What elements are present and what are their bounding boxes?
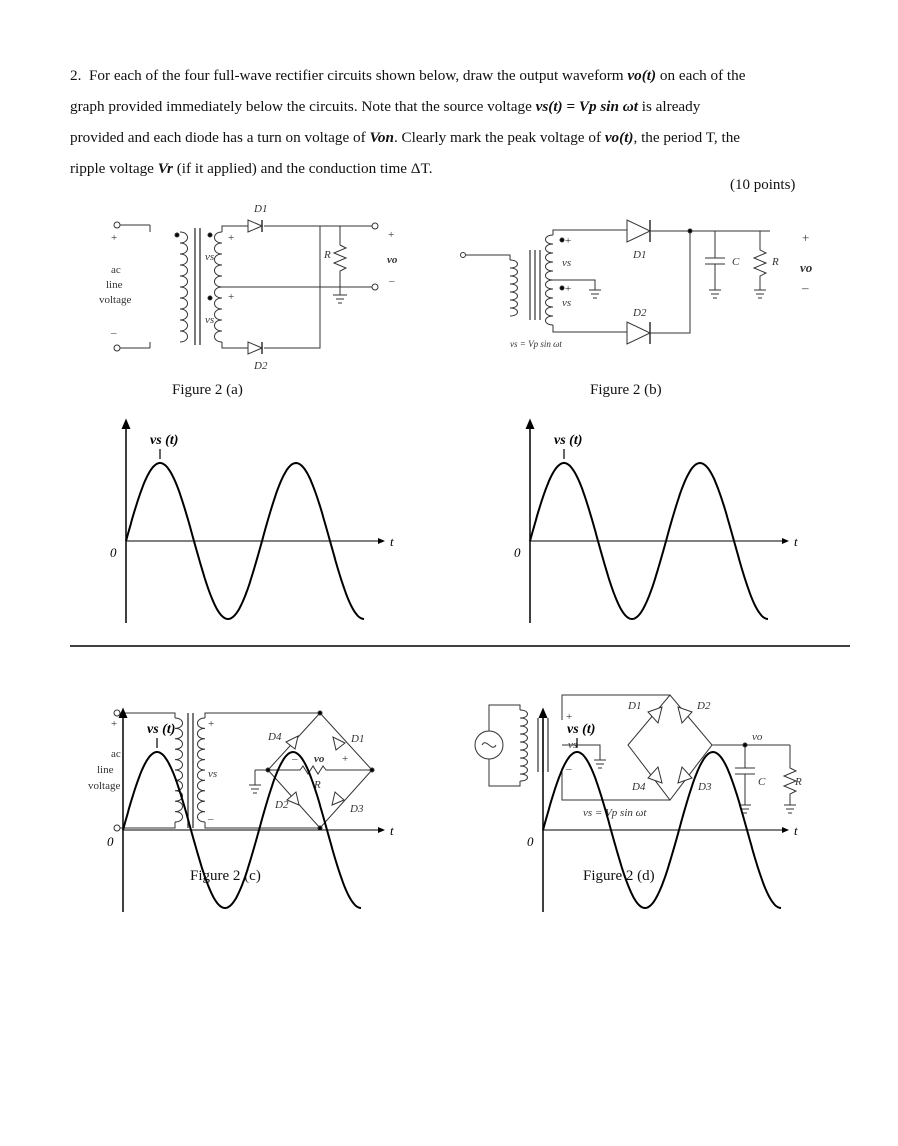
label-D2-a: D2 xyxy=(254,360,268,372)
terminal-a-top xyxy=(114,222,120,228)
q-line4-b: (if it applied) and the conduction time ΔT. xyxy=(176,160,433,177)
resistor-R-b xyxy=(754,231,766,298)
label-vs-eq-b: vs = Vp sin ωt xyxy=(510,339,562,349)
points-label: (10 points) xyxy=(730,177,796,193)
q-line4-a: ripple voltage xyxy=(70,160,154,177)
output-leads-a xyxy=(340,226,372,287)
label-vo-b: vo xyxy=(800,260,813,275)
ac-label-a: ac xyxy=(111,264,121,276)
minus-d-s: – xyxy=(566,763,572,775)
plus-b-s2: + xyxy=(565,283,572,295)
diode-D2-a xyxy=(248,342,262,354)
label-D4-c: D4 xyxy=(268,731,282,743)
minus-vo-c: – xyxy=(292,753,298,765)
label-D1-a: D1 xyxy=(254,203,268,215)
q-line3-b: . Clearly mark the peak voltage of xyxy=(393,129,602,146)
diode-D4-d xyxy=(648,767,662,783)
circuit-fig-d xyxy=(475,695,796,813)
label-D2-c: D2 xyxy=(275,799,289,811)
caption-fig-c: Figure 2 (c) xyxy=(190,868,261,884)
origin-label-2: 0 xyxy=(107,834,114,849)
secondary-coils-a xyxy=(215,232,223,342)
plus-a: + xyxy=(111,232,118,244)
label-D1-d: D1 xyxy=(628,700,642,712)
label-vo-c: vo xyxy=(314,753,325,765)
label-D2-b: D2 xyxy=(633,307,647,319)
label-R-d: R xyxy=(795,776,802,788)
secondary-leads-a xyxy=(222,226,340,348)
core-c xyxy=(188,713,193,828)
primary-coil-c xyxy=(175,718,183,822)
plus-d-s: + xyxy=(566,711,573,723)
label-C-b: C xyxy=(732,256,740,268)
core-b xyxy=(530,250,540,320)
secondary-coil-c xyxy=(198,718,206,822)
primary-coil-b xyxy=(510,260,518,316)
label-vs-eq-d: vs = Vp sin ωt xyxy=(583,807,647,819)
minus-out-a: – xyxy=(389,275,395,287)
plus-c: + xyxy=(111,718,118,730)
caption-fig-b: Figure 2 (b) xyxy=(590,382,662,398)
label-D3-c: D3 xyxy=(350,803,364,815)
waveform-graphs xyxy=(107,423,798,912)
diode-D3-d xyxy=(678,767,692,783)
label-D3-d: D3 xyxy=(698,781,712,793)
graph-vs-label-2: vs (t) xyxy=(147,722,176,737)
t-axis-label-2: t xyxy=(390,823,394,838)
plus-out-b: + xyxy=(802,230,810,245)
q-vo-t-2: vo(t) xyxy=(604,129,634,146)
diode-D1-b xyxy=(627,220,650,242)
circuit-fig-b xyxy=(461,220,771,344)
ground-c xyxy=(249,770,268,793)
question-number: 2. xyxy=(70,67,82,84)
resistor-R-c xyxy=(268,766,372,774)
primary-leads-a xyxy=(120,225,150,348)
label-R-b: R xyxy=(772,256,779,268)
label-D2-d: D2 xyxy=(697,700,711,712)
q-line2-a: graph provided immediately below the circuits. Note that the source voltage xyxy=(70,98,532,115)
plus-c-s: + xyxy=(208,718,215,730)
minus-out-b: – xyxy=(802,280,809,295)
q-line1-a: For each of the four full-wave rectifier circuits shown below, draw the output waveform xyxy=(88,67,624,84)
label-vo-d: vo xyxy=(752,731,763,743)
t-axis-label-1: t xyxy=(794,534,798,549)
ac-label-c: ac xyxy=(111,748,121,760)
line-label-a: line xyxy=(106,279,123,291)
label-vs-b2: vs xyxy=(562,297,572,309)
caption-fig-d: Figure 2 (d) xyxy=(583,868,655,884)
q-line1-b: on each of the xyxy=(659,67,746,84)
graph-vs-label-1: vs (t) xyxy=(554,433,583,448)
diode-D4-c xyxy=(286,736,298,749)
plus-b-s1: + xyxy=(565,235,572,247)
terminal-a-bottom xyxy=(114,345,120,351)
plus-out-a: + xyxy=(388,229,395,241)
voltage-label-c: voltage xyxy=(88,780,121,792)
q-vs-eq: vs(t) = Vp sin ωt xyxy=(535,98,638,115)
diode-D2-c xyxy=(287,792,299,805)
t-axis-label-0: t xyxy=(390,534,394,549)
t-axis-label-3: t xyxy=(794,823,798,838)
origin-label-3: 0 xyxy=(527,834,534,849)
label-vs-d: vs xyxy=(568,739,578,751)
voltage-label-a: voltage xyxy=(99,294,132,306)
diode-D1-d xyxy=(648,707,662,723)
diode-D2-d xyxy=(678,707,692,723)
primary-coil-d xyxy=(520,710,528,781)
graph-vs-label-0: vs (t) xyxy=(150,433,179,448)
label-D4-d: D4 xyxy=(632,781,646,793)
caption-fig-a: Figure 2 (a) xyxy=(172,382,243,398)
graph-vs-label-3: vs (t) xyxy=(567,722,596,737)
plus-vo-c: + xyxy=(342,753,349,765)
q-vr: Vr xyxy=(157,160,173,177)
q-von: Von xyxy=(369,129,394,146)
label-vs-b1: vs xyxy=(562,257,572,269)
line-label-c: line xyxy=(97,764,114,776)
plus-a-s1: + xyxy=(228,232,235,244)
q-line3-c: , the period T, the xyxy=(633,129,741,146)
q-line3-a: provided and each diode has a turn on voltage of xyxy=(70,129,366,146)
origin-label-1: 0 xyxy=(514,545,521,560)
minus-a: – xyxy=(111,327,117,339)
label-D1-c: D1 xyxy=(351,733,365,745)
label-vs-a1: vs xyxy=(205,251,215,263)
label-vs-c: vs xyxy=(208,768,218,780)
label-C-d: C xyxy=(758,776,766,788)
minus-c-s: – xyxy=(208,813,214,825)
q-line2-b: is already xyxy=(641,98,701,115)
ground-a xyxy=(333,287,347,303)
origin-label-0: 0 xyxy=(110,545,117,560)
primary-leads-b xyxy=(466,255,510,260)
core-a xyxy=(195,228,200,345)
output-rail-b xyxy=(650,231,770,333)
diode-D1-a xyxy=(248,220,262,232)
label-R-a: R xyxy=(324,249,331,261)
label-D1-b: D1 xyxy=(633,249,647,261)
label-vo-a: vo xyxy=(387,254,398,266)
primary-coil-a xyxy=(180,232,188,342)
circuit-fig-a xyxy=(114,220,378,354)
label-vs-a2: vs xyxy=(205,314,215,326)
plus-a-s2: + xyxy=(228,291,235,303)
q-vo-t: vo(t) xyxy=(627,67,657,84)
label-R-c: R xyxy=(314,779,321,791)
diode-D2-b xyxy=(627,322,650,344)
capacitor-C-b xyxy=(705,231,725,298)
secondary-coil-b xyxy=(546,235,554,325)
capacitor-C-d xyxy=(712,745,790,813)
